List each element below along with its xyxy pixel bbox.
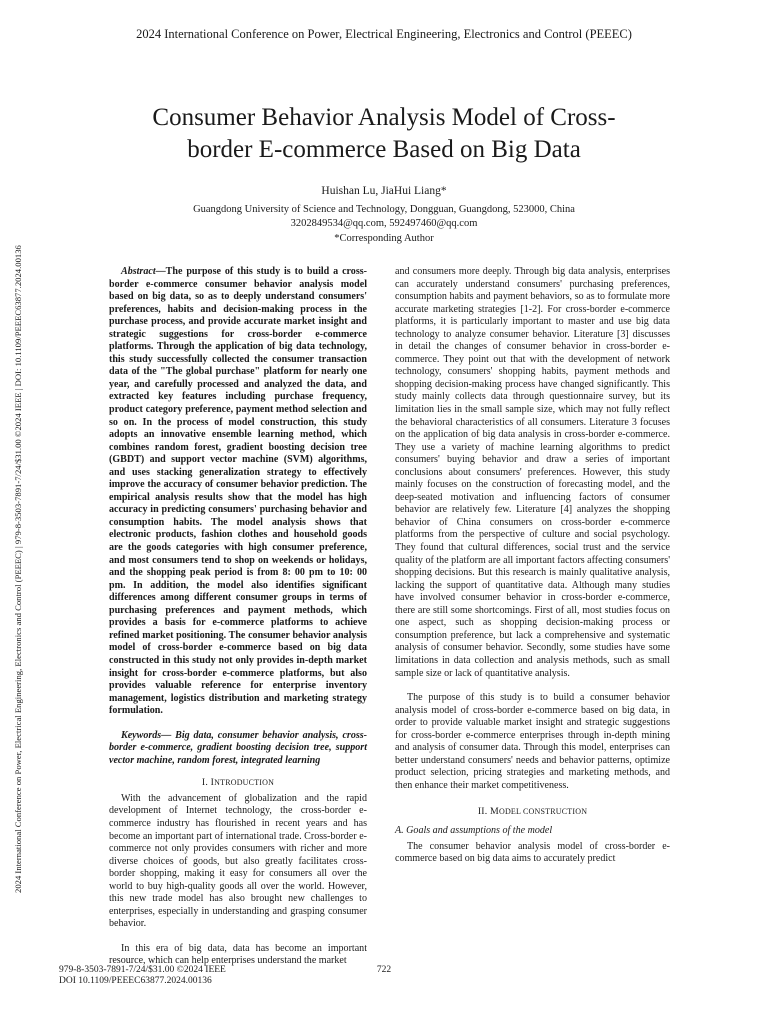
keywords-dash: — (161, 729, 176, 741)
section2-paragraph: The consumer behavior analysis model of cross-border e-commerce based on big data aims to accurately predict (395, 840, 670, 865)
page-number: 722 (376, 965, 392, 975)
title-line-2: border E-commerce Based on Big Data (187, 136, 581, 163)
right-paragraph-2: The purpose of this study is to build a consumer behavior analysis model of cross-border e-commerce based on big data, in order to provide valuable market insight and strategic suggestions for cross-border e-commerce enterprises through in-depth mining and analysis of consumer data. Through this model, enterprises can better understand consumers' needs and behavior patterns, optimize product selection, pricing strategies and marketing methods, and then enhance their market competitiveness. (395, 692, 670, 791)
keywords-text: Big data, consumer behavior analysis, cross-border e-commerce, gradient boosting decision tree, support vector machine, random forest, integrated learning (109, 729, 368, 766)
conference-header: 2024 International Conference on Power, Electrical Engineering, Electronics and Control (PEEEC) (136, 27, 632, 41)
section-heading-introduction: I. INTRODUCTION (201, 777, 275, 789)
corresponding-author: *Corresponding Author (334, 232, 434, 244)
paper-title (100, 102, 668, 166)
sidebar-citation: 2024 International Conference on Power, Electrical Engineering, Electronics and Control (PEEEC) | 979-8-3503-7891-7/24/$31.00 ©2024 IEEE | DOI: 10.1109/PEEEC63877.2024.00136 (13, 245, 23, 893)
subsection-heading-a: A. Goals and assumptions of the model (395, 824, 553, 836)
intro-paragraph-2: In this era of big data, data has become an important resource, which can help enterprises understand the market (109, 942, 367, 967)
affiliation: Guangdong University of Science and Technology, Dongguan, Guangdong, 523000, China (193, 204, 575, 215)
affiliation-block (60, 203, 708, 246)
keywords (109, 730, 367, 768)
right-paragraph-1: and consumers more deeply. Through big data analysis, enterprises can accurately understand consumers' purchasing preferences, consumption habits and payment behaviors, so as to formulate more accurate marketing strategies [1-2]. For cross-border e-commerce platforms, it is particularly important to master and use big data technology to analyze consumer behavior. Literature [3] discusses in detail the changes of consumer behavior in cross-border e-commerce. They point out that with the development of network technology, consumers' shopping habits, payment methods and shopping decision-making process have changed significantly. This study mainly collects data through questionnaire survey, but its limitation lies in the small sample size, which may not fully reflect the behavioral characteristics of all consumers. Literature 3 focuses on the application of big data analysis in cross-border e-commerce. They use a variety of machine learning algorithms to predict consumers' buying behavior and draw a series of important conclusions about consumers' preferences. However, this study mainly focuses on the construction of forecasting model, and the deep-seated motivation and influencing factors of consumer behavior are relatively few. Literature [4] analyzes the shopping behavior of China consumers on cross-border e-commerce platforms from the perspective of culture and social psychology. They found that cultural differences, social trust and the service quality of the platform are all important factors affecting consumers' shopping decisions. But this research is mainly qualitative analysis, lacking the support of quantitative data. Although many studies have involved consumer behavior in cross-border e-commerce, there are still some shortcomings. First of all, most studies focus on one aspect, such as shopping decision-making process or consumption preference, but lack a comprehensive and systematic analysis of consumer behavior. Secondly, some studies have some limitations in data collection and analysis methods, such as small sample size or lack of quantitative analysis. (395, 266, 670, 679)
footer-isbn: 979-8-3503-7891-7/24/$31.00 ©2024 IEEE (59, 965, 226, 975)
abstract-dash: — (155, 266, 166, 277)
section-heading-model-construction: II. MODEL CONSTRUCTION (477, 806, 588, 818)
emails: 3202849534@qq.com, 592497460@qq.com (290, 218, 478, 230)
right-column (395, 266, 670, 866)
intro-paragraph-1: With the advancement of globalization and the rapid development of Internet technology, the cross-border e-commerce industry has flourished in recent years and has become an important part of international trade. Cross-border e-commerce not only provides consumers with richer and more diverse choices of goods, but also greatly facilitates cross-border shopping, making it easy for consumers all over the world to buy high-quality goods all over the world. However, this new trade model has also brought new challenges to enterprises, especially in understanding and grasping consumer behavior. (109, 792, 367, 930)
abstract-text: The purpose of this study is to build a cross-border e-commerce consumer behavior analysis model based on big data, so as to deeply understand consumers' preferences, habits and decision-making process in the purchase process, and provide accurate market insight and strategic suggestions for cross-border e-commerce platforms. Through the application of big data technology, this study successfully collected the consumer transaction data of the "The global purchase" platform for nearly one year, and carefully processed and analyzed the data, and extracted key features including purchase frequency, product category preference, payment method selection and so on. In the process of model construction, this study adopts an innovative ensemble learning method, which combines random forest, gradient boosting decision tree (GBDT) and support vector machine (SVM) algorithms, and uses stacking generalization strategy to effectively improve the accuracy of consumer behavior prediction. The empirical analysis results show that the model has high accuracy in predicting consumers' purchasing behavior and consumption habits. The model analysis shows that electronic products, fashion clothes and household goods are the goods categories with high consumer preference, and most consumers tend to shop on weekends or holidays, and the shopping peak period is from 8: 00 pm to 10: 00 pm. In addition, the model also identifies significant differences among different consumer groups in terms of purchasing preferences and payment methods, which provides a basis for e-commerce platforms to achieve refined market positioning. The consumer behavior analysis model of cross-border e-commerce based on big data constructed in this study not only provides in-depth market insight for cross-border e-commerce platforms, but also provides valuable reference for enterprise inventory management, logistics distribution and marketing strategy formulation. (109, 266, 367, 717)
footer-doi: DOI 10.1109/PEEEC63877.2024.00136 (59, 976, 212, 986)
authors: Huishan Lu, JiaHui Liang* (321, 185, 447, 197)
abstract (109, 266, 367, 718)
left-column (109, 266, 367, 968)
abstract-label: Abstract (121, 266, 156, 277)
title-line-1: Consumer Behavior Analysis Model of Cross- (152, 104, 616, 131)
keywords-label: Keywords (121, 729, 162, 741)
